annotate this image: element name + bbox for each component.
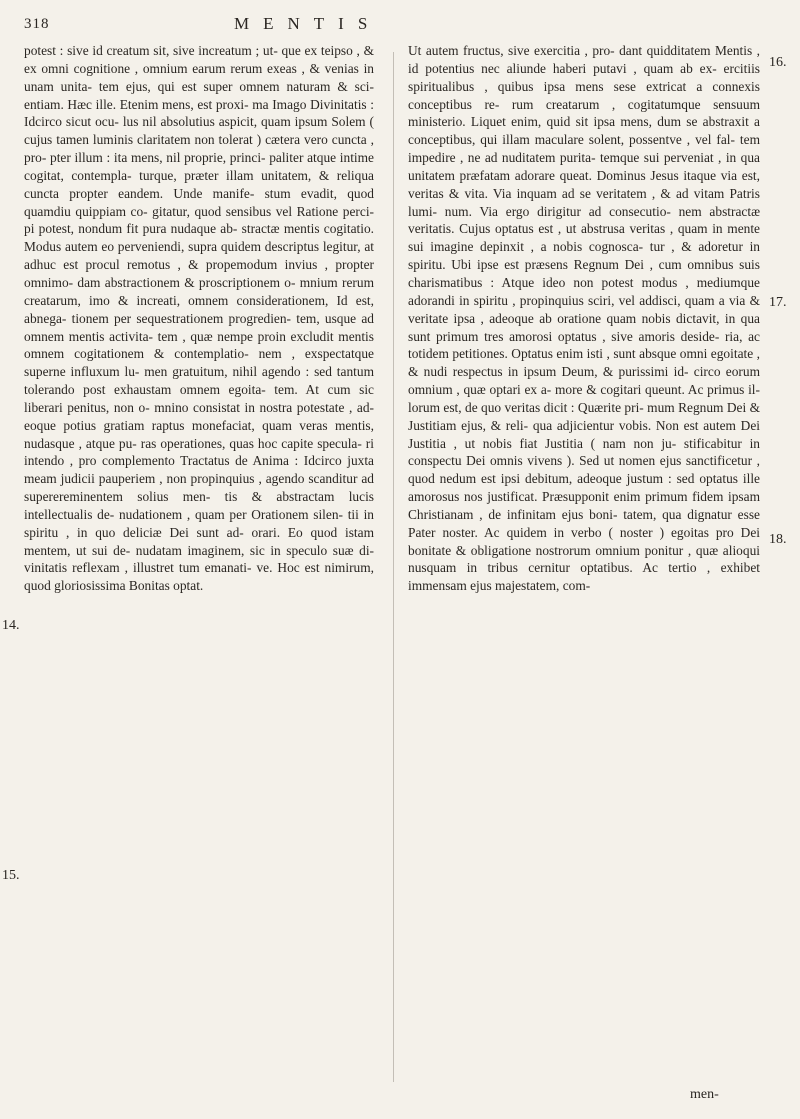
page-header — [24, 14, 784, 36]
catchword: men- — [690, 1087, 719, 1102]
margin-number: 16. — [769, 55, 787, 70]
column-divider — [393, 52, 394, 1082]
running-head: MENTIS — [234, 14, 382, 33]
margin-number: 14. — [2, 618, 20, 633]
margin-number: 18. — [769, 532, 787, 547]
left-column — [24, 42, 374, 595]
margin-number: 17. — [769, 295, 787, 310]
right-column — [408, 42, 760, 595]
margin-number: 15. — [2, 868, 20, 883]
left-column-text: potest : sive id creatum sit, sive increatum ; ut- que ex teipso , & ex omni cognitione , omnium earum rerum exeas , & venias in unam unita- tem ejus, qui est super omnem naturam & sci- entiam. Hæc ille. Etenim mens, est proxi- ma Imago Divinitatis : Idcirco sicut ocu- lus nil absolutius aspicit, quam ipsum Solem ( cujus tamen luminis claritatem non tolerat ) cætera vero cuncta , pro- pter illum : ita mens, nil proprie, princi- paliter atque intime cogitat, contempla- turque, præter illam unitatem, & reliqua cuncta propter eandem. Unde manife- stum evadit, quod quamdiu quippiam co- gitatur, quod sensibus vel Ratione perci- pi potest, nondum fit pura nudaque ab- stractæ mentis cogitatio. Modus autem eo perveniendi, supra quidem descriptus legitur, at adhuc est procul remotus , & propemodum invius , propter omnimo- dam abstractionem & proscriptionem o- mnium rerum creatarum, imo & increati, omnem considerationem, Id est, abnega- tionem per sequestrationem progredien- tem, usque ad omnem mentis activita- tem , quæ nempe proin excludit mentis omnem cogitationem & contemplatio- nem , exspectatque superne influxum lu- men gratuitum, nihil agendo : sed tantum tolerando post exhaustam omnem egoita- tem. At cum sic liberari penitus, non o- mnino consistat in nostra potestate , ad- eoque potius gratiam raptus monefaciat, quam veras mentis, nudasque , atque pu- ras operationes, quas hoc capite specula- ri intendo , pro complemento Tractatus de Anima : Idcirco juxta meam judicii pauperiem , non propinquius , agendo scanditur ad superereminentem solius men- tis & abstractam lucis intellectualis de- nudationem , quam per Orationem silen- tii in spiritu , in quo deliciæ Dei sunt ad- orari. Eo quod istam mentem, ut sui de- nudatam imaginem, sic in speculo suæ di- vinitatis reflexam , illustret tum emanati- ve. Hoc est nimirum, quod gloriosissima Bonitas optat. — [24, 43, 374, 594]
page-number: 318 — [24, 16, 50, 32]
right-column-text: Ut autem fructus, sive exercitia , pro- dant quidditatem Mentis , id potentius nec aliunde haberi putavi , quam ab ex- ercitiis spiritualibus , quibus ipsa mens sese extricat a connexis conceptibus re- rum creatarum , cogitatumque sensuum ministerio. Liquet enim, quid sit ipsa mens, dum se abstraxit a conceptibus, qui illam maculare solent, possentve , vel fal- tem impedire , ne ad nuditatem purita- temque sui perveniat , in qua unitatem præfatam adorare queat. Dominus Jesus itaque via est, veritas & vita. Via inquam ad se veritatem , & ad vitam Patris lumi- num. Via ergo dirigitur ad consecutio- nem abstractæ veritatis. Cujus optatus est , ut abstrusa veritas , quam in mente sui imagine depinxit , a nobis cognosca- tur , & adoretur in spiritu. Ubi ipse est præsens Regnum Dei , cum omnibus suis charismatibus : Atque ideo non potest modus , mediumque adorandi in spiritu , propinquius sciri, vel addisci, quam a via & veritate ipsa , adeoque ab oratione quam nobis dictavit, in qua sunt primum tres amorosi optatus , sive amoris deside- ria, ac totidem petitiones. Optatus enim isti , sunt absque omni egoitate , & nudi respectus in ipsum Deum, & purissimi id- circo eorum omnium , quæ optari ex a- more & cogitari queunt. Ac primus il- lorum est, de quo veritas dicit : Quærite pri- mum Regnum Dei & Justitiam ejus, & reli- qua adjicientur vobis. Non est autem Dei Justitia , ut nobis fiat Justitia ( nam non ju- stificabitur in conspectu Dei omnis vivens ). Sed ut nomen ejus sanctificetur , quod nedum est ipsi debitum, adeoque justum : sed optatus ille amorosus nos justificat. Præsupponit enim primum fidem ipsam Christianam , de infinitam ejus boni- tatem, qua dignatur esse Pater noster. Ac quidem in verbo ( noster ) egoitas pro Dei bonitate & obligatione nostrorum omnium ponitur , quæ alioqui nusquam in tribus cernitur optatibus. Ac tertio , exhibet immensam ejus majestatem, com- — [408, 43, 760, 594]
